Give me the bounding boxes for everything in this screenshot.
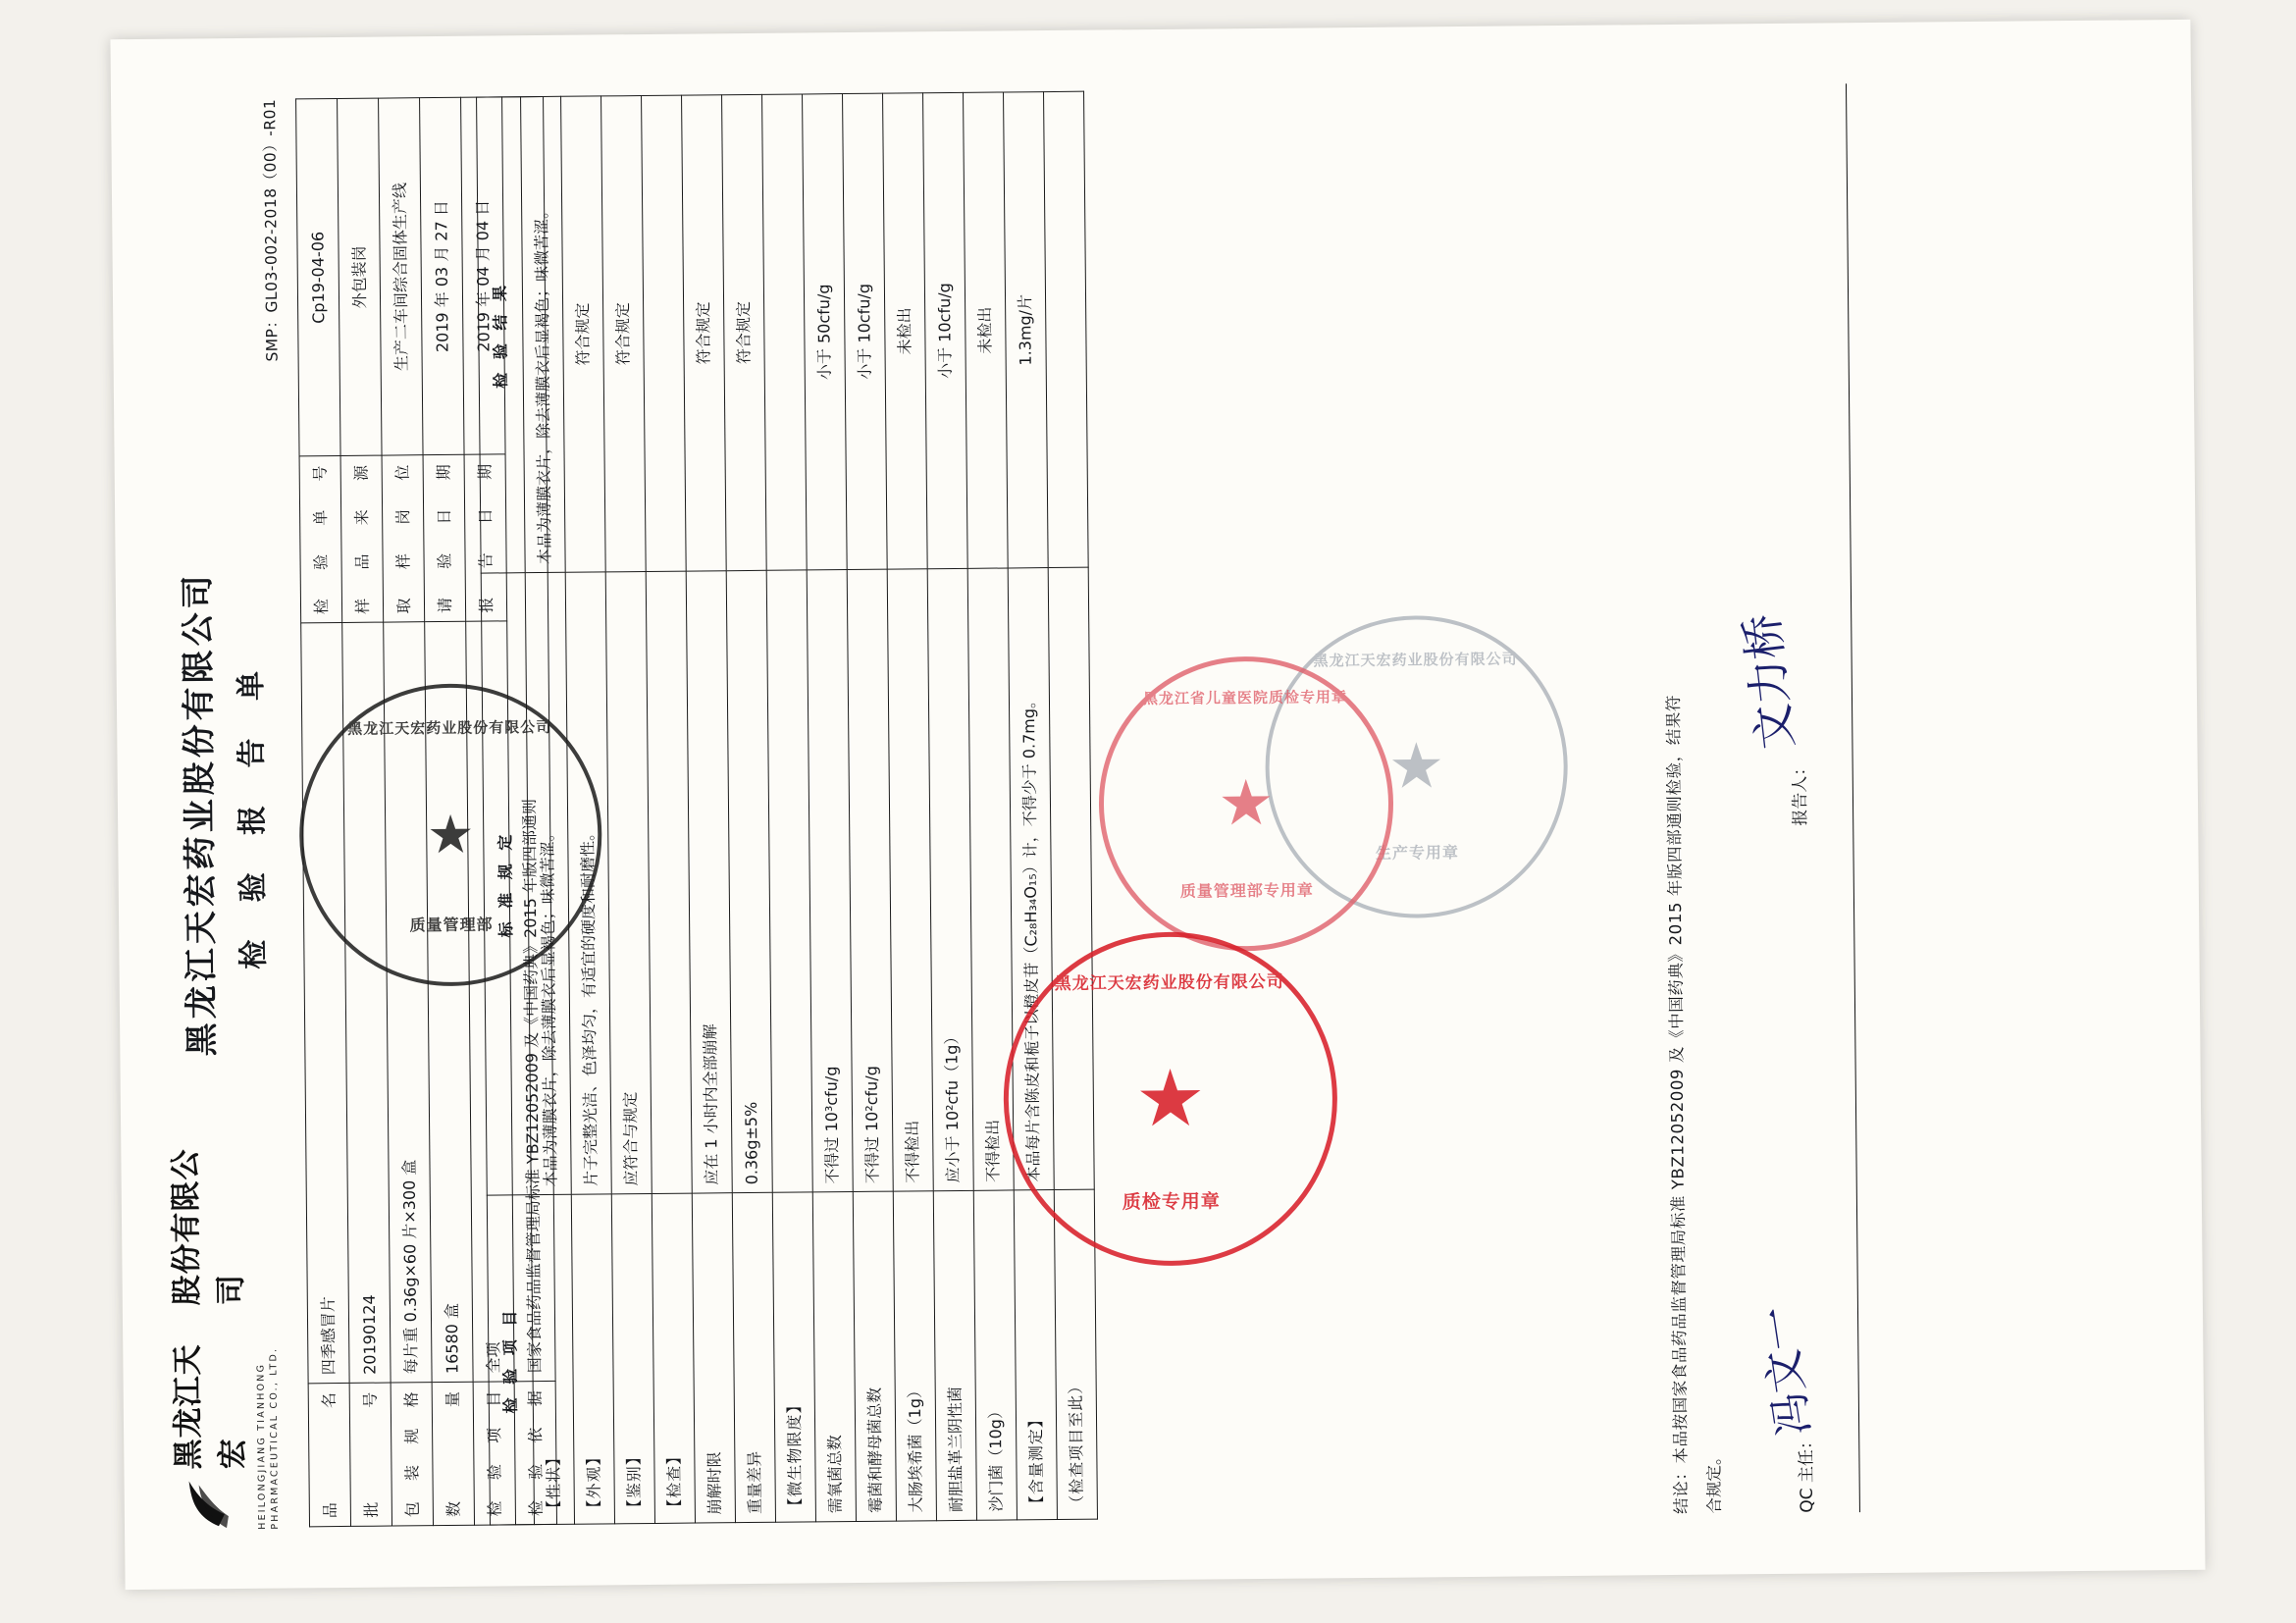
scanned-paper-sheet xyxy=(110,20,2205,1590)
info-value: 16580 盒 xyxy=(425,621,473,1382)
test-standard xyxy=(766,570,812,1193)
column-header-item: 检 验 项 目 xyxy=(487,1195,534,1525)
qc-director-signature: 冯文一 xyxy=(1750,1303,1821,1440)
test-result: 小于 10cfu/g xyxy=(923,92,968,568)
stamp-top-text: 黑龙江天宏药业股份有限公司 xyxy=(347,717,552,738)
test-result: 小于 50cfu/g xyxy=(803,94,848,570)
info-value: 2019 年 04 月 04 日 xyxy=(461,97,505,455)
info-label: 数 量 xyxy=(432,1382,474,1525)
info-label: 样品来源 xyxy=(340,455,384,622)
info-label: 检验依据 xyxy=(514,1381,556,1524)
company-title: 黑龙江天宏药业股份有限公司 xyxy=(178,571,223,1057)
report-title: 检 验 报 告 单 xyxy=(234,656,272,969)
gray-production-stamp: ★ 生产专用章 黑龙江天宏药业股份有限公司 xyxy=(1264,614,1569,919)
test-standard: 不得过 10³cfu/g xyxy=(807,569,853,1192)
footer-divider xyxy=(1846,83,1860,1512)
stamp-top-text: 黑龙江天宏药业股份有限公司 xyxy=(1313,650,1518,670)
test-standard: 应小于 10²cfu（1g） xyxy=(927,568,973,1191)
test-item: 【微生物限度】 xyxy=(772,1192,815,1522)
test-item: 【含量测定】 xyxy=(1014,1190,1057,1520)
info-label: 检验项目 xyxy=(473,1382,515,1525)
stamp-mid-text: 质检专用章 xyxy=(1122,1190,1221,1214)
test-standard xyxy=(1048,567,1094,1190)
test-item: 沙门菌（10g） xyxy=(973,1190,1017,1520)
conclusion-line-2: 合规定。 xyxy=(1704,1448,1724,1514)
black-quality-stamp: ★ 黑龙江天宏药业股份有限公司 质量管理部 xyxy=(298,682,603,987)
test-result: 符合规定 xyxy=(682,95,727,571)
report-rotated-content xyxy=(110,20,2205,1590)
stamp-top-text: 黑龙江天宏药业股份有限公司 xyxy=(1054,971,1284,995)
red-pink-quality-stamp: ★ 黑龙江省儿童医院质检专用章 质量管理部专用章 xyxy=(1098,655,1395,953)
info-label: 品 名 xyxy=(308,1384,350,1527)
test-standard: 应在 1 小时内全部崩解 xyxy=(686,571,732,1194)
info-label: 报告日期 xyxy=(464,454,507,621)
logo-chinese-name: 黑龙江天宏 xyxy=(170,1343,251,1470)
test-item: 耐胆盐革兰阴性菌 xyxy=(933,1191,976,1521)
test-item: 重量差异 xyxy=(732,1193,775,1523)
column-header-result: 检 验 结 果 xyxy=(477,97,526,573)
test-item: 崩解时限 xyxy=(692,1193,735,1523)
info-value: 每片重 0.36g×60 片×300 盒 xyxy=(384,622,432,1383)
test-result: 小于 10cfu/g xyxy=(843,93,888,569)
smp-code: SMP：GL03-002-2018（00）-R01 xyxy=(261,98,282,362)
stamp-mid-text: 质量管理部专用章 xyxy=(1179,880,1314,901)
logo-english-line1: HEILONGJIANG TIANHONG xyxy=(255,1362,269,1530)
test-standard: 不得检出 xyxy=(887,569,933,1192)
conclusion-block xyxy=(1651,84,1732,1514)
info-value: 2019 年 03 月 27 日 xyxy=(420,97,464,455)
info-label: 包装规格 xyxy=(391,1383,433,1526)
test-result: 符合规定 xyxy=(561,96,606,572)
info-value: Cp19-04-06 xyxy=(296,98,340,456)
test-results-table xyxy=(476,91,1098,1526)
test-result: 未检出 xyxy=(883,93,928,569)
reporter-label: 报告人： xyxy=(1790,759,1811,826)
stamp-mid-text: 生产专用章 xyxy=(1375,843,1460,863)
test-item: （检查项目至此） xyxy=(1054,1189,1097,1519)
test-standard: 不得过 10²cfu/g xyxy=(847,569,893,1192)
test-standard: 本品每片含陈皮和栀子以橙皮苷（C₂₈H₃₄O₁₅）计，不得少于 0.7mg。 xyxy=(1008,568,1054,1191)
reporter-signature: 文力桥 xyxy=(1735,611,1803,753)
test-item: 大肠埃希菌（1g） xyxy=(893,1191,936,1521)
info-value: 四季感冒片 xyxy=(301,622,349,1383)
test-result xyxy=(762,94,808,570)
logo-english-line2: PHARMACEUTICAL CO., LTD. xyxy=(268,1346,282,1530)
info-label: 请验日期 xyxy=(423,455,466,622)
info-value: 外包装岗 xyxy=(338,98,382,456)
test-standard: 本品为薄膜衣片，除去薄膜衣后显褐色；味微苦涩。 xyxy=(525,572,571,1195)
inspection-report xyxy=(110,20,2205,1590)
info-value: 国家食品药品监督管理局标准 YBZ12052009 及《中国药典》2015 年版四部通则 xyxy=(502,96,556,1381)
test-result xyxy=(642,95,687,571)
test-standard: 片子完整光洁、色泽均匀，有适宜的硬度和耐磨性。 xyxy=(565,572,611,1195)
test-item: 【性状】 xyxy=(531,1195,574,1525)
test-standard: 不得检出 xyxy=(967,568,1014,1191)
test-result: 1.3mg/片 xyxy=(1004,92,1049,568)
test-result: 符合规定 xyxy=(722,94,767,570)
test-item: 【检查】 xyxy=(652,1193,695,1523)
info-value: 全项 xyxy=(466,621,514,1382)
logo-chinese-suffix: 股份有限公司 xyxy=(168,1148,249,1306)
test-standard: 应符合与规定 xyxy=(605,571,652,1194)
test-standard xyxy=(646,571,692,1194)
info-label: 取样岗位 xyxy=(382,455,425,622)
info-value: 20190124 xyxy=(342,622,391,1383)
qc-director-label: QC 主任： xyxy=(1797,1432,1817,1513)
test-result: 本品为薄膜衣片，除去薄膜衣后显褐色；味微苦涩。 xyxy=(521,96,566,572)
red-quality-stamp: ★ 黑龙江天宏药业股份有限公司 质检专用章 xyxy=(1002,930,1338,1267)
test-item: 霉菌和酵母菌总数 xyxy=(853,1191,896,1521)
test-standard: 0.36g±5% xyxy=(726,570,772,1193)
test-item: 需氧菌总数 xyxy=(812,1192,856,1522)
stamp-mid-text: 质量管理部 xyxy=(409,915,494,935)
test-result: 未检出 xyxy=(964,92,1009,568)
info-label: 检验单号 xyxy=(299,456,342,623)
test-item: 【外观】 xyxy=(571,1194,614,1524)
test-result: 符合规定 xyxy=(601,96,647,572)
column-header-standard: 标 准 规 定 xyxy=(481,573,531,1196)
test-item: 【鉴别】 xyxy=(611,1194,654,1524)
conclusion-line-1: 结论：本品按国家食品药品监督管理局标准 YBZ12052009 及《中国药典》2015 年版四部通则检验，结果符 xyxy=(1663,694,1691,1515)
stamp-top-text: 黑龙江省儿童医院质检专用章 xyxy=(1142,688,1348,708)
info-value: 生产二车间综合固体生产线 xyxy=(379,98,423,456)
info-label: 批 号 xyxy=(349,1383,391,1526)
test-result xyxy=(1044,91,1089,567)
